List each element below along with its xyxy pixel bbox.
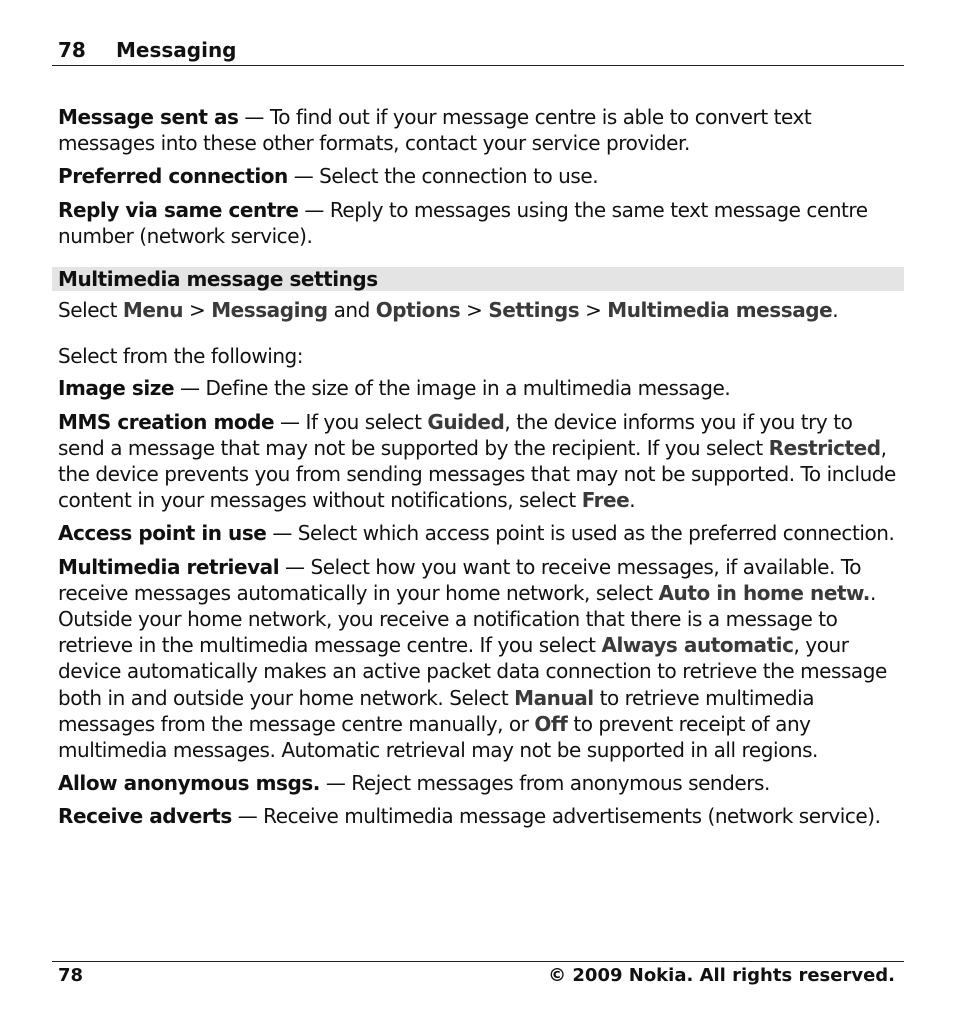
navigation-path xyxy=(58,297,904,323)
setting-multimedia-retrieval xyxy=(58,554,904,764)
setting-description: — To find out if your message centre is able to convert text messages into these other formats, contact your service provider. xyxy=(58,105,812,156)
nav-multimedia-message: Multimedia message xyxy=(607,298,833,323)
setting-description: . xyxy=(629,488,636,513)
option-manual: Manual xyxy=(514,685,594,710)
setting-description: — Reject messages from anonymous senders. xyxy=(319,771,770,796)
setting-description: — Select how you want to receive messages, if available. To receive messages automatically in your home network, select xyxy=(58,554,861,605)
setting-description: — If you select xyxy=(274,409,428,434)
setting-description: to retrieve multimedia messages from the message centre manually, or xyxy=(58,685,815,736)
setting-message-sent-as xyxy=(58,104,904,156)
nav-separator: > xyxy=(579,298,608,323)
nav-separator: > xyxy=(183,298,212,323)
setting-description: — Select the connection to use. xyxy=(287,164,599,189)
nav-text: . xyxy=(832,298,839,323)
option-auto-in-home-netw: Auto in home netw. xyxy=(658,580,870,605)
setting-term: Receive adverts xyxy=(58,804,232,829)
setting-term: MMS creation mode xyxy=(58,409,275,434)
setting-term: Multimedia retrieval xyxy=(58,554,280,579)
setting-term: Message sent as xyxy=(58,105,239,129)
nav-text: and xyxy=(327,298,376,323)
setting-term: Access point in use xyxy=(58,521,267,546)
option-always-automatic: Always automatic xyxy=(601,633,794,658)
setting-term: Preferred connection xyxy=(58,164,288,189)
setting-preferred-connection xyxy=(58,163,904,189)
option-off: Off xyxy=(534,711,568,736)
setting-reply-via-same-centre xyxy=(58,197,904,249)
setting-description: . Outside your home network, you receive a notification that there is a message to retrieve in the multimedia message centre. If you select xyxy=(58,580,876,658)
setting-description: , the device informs you if you try to send a message that may not be supported by the recipient. If you select xyxy=(58,409,853,460)
setting-term: Reply via same centre xyxy=(58,197,299,222)
setting-mms-creation-mode xyxy=(58,409,904,514)
nav-settings: Settings xyxy=(488,298,580,323)
setting-receive-adverts xyxy=(58,803,904,829)
setting-description: — Select which access point is used as the preferred connection. xyxy=(266,521,895,546)
nav-separator: > xyxy=(460,298,489,323)
setting-access-point-in-use xyxy=(58,520,904,546)
nav-messaging: Messaging xyxy=(211,298,328,323)
footer-copyright: © 2009 Nokia. All rights reserved. xyxy=(548,965,895,986)
header-section-title: Messaging xyxy=(116,38,237,62)
setting-term: Allow anonymous msgs. xyxy=(58,771,320,796)
page-content xyxy=(58,104,904,837)
setting-description: — Reply to messages using the same text message centre number (network service). xyxy=(58,197,868,248)
option-free: Free xyxy=(581,488,630,513)
setting-description: to prevent receipt of any multimedia messages. Automatic retrieval may not be supported in all regions. xyxy=(58,711,818,763)
setting-description: — Receive multimedia message advertisements (network service). xyxy=(231,804,881,829)
option-restricted: Restricted xyxy=(768,435,881,460)
setting-description: , the device prevents you from sending messages that may not be supported. To include content in your messages without notifications, select xyxy=(58,435,896,513)
nav-menu: Menu xyxy=(122,298,184,323)
setting-image-size xyxy=(58,375,904,401)
setting-term: Image size xyxy=(58,376,175,401)
section-heading: Multimedia message settings xyxy=(52,267,904,291)
setting-description: — Define the size of the image in a multimedia message. xyxy=(174,376,731,401)
nav-text: Select xyxy=(58,298,123,323)
page-footer xyxy=(52,961,904,990)
nav-options: Options xyxy=(375,298,461,323)
option-guided: Guided xyxy=(427,409,505,434)
footer-page-number: 78 xyxy=(58,965,84,986)
intro-text: Select from the following: xyxy=(58,344,304,369)
setting-allow-anonymous-msgs xyxy=(58,770,904,796)
page-header xyxy=(52,36,904,66)
header-page-number: 78 xyxy=(58,38,86,62)
setting-description: , your device automatically makes an active packet data connection to retrieve the message both in and outside your home network. Select xyxy=(58,633,887,710)
